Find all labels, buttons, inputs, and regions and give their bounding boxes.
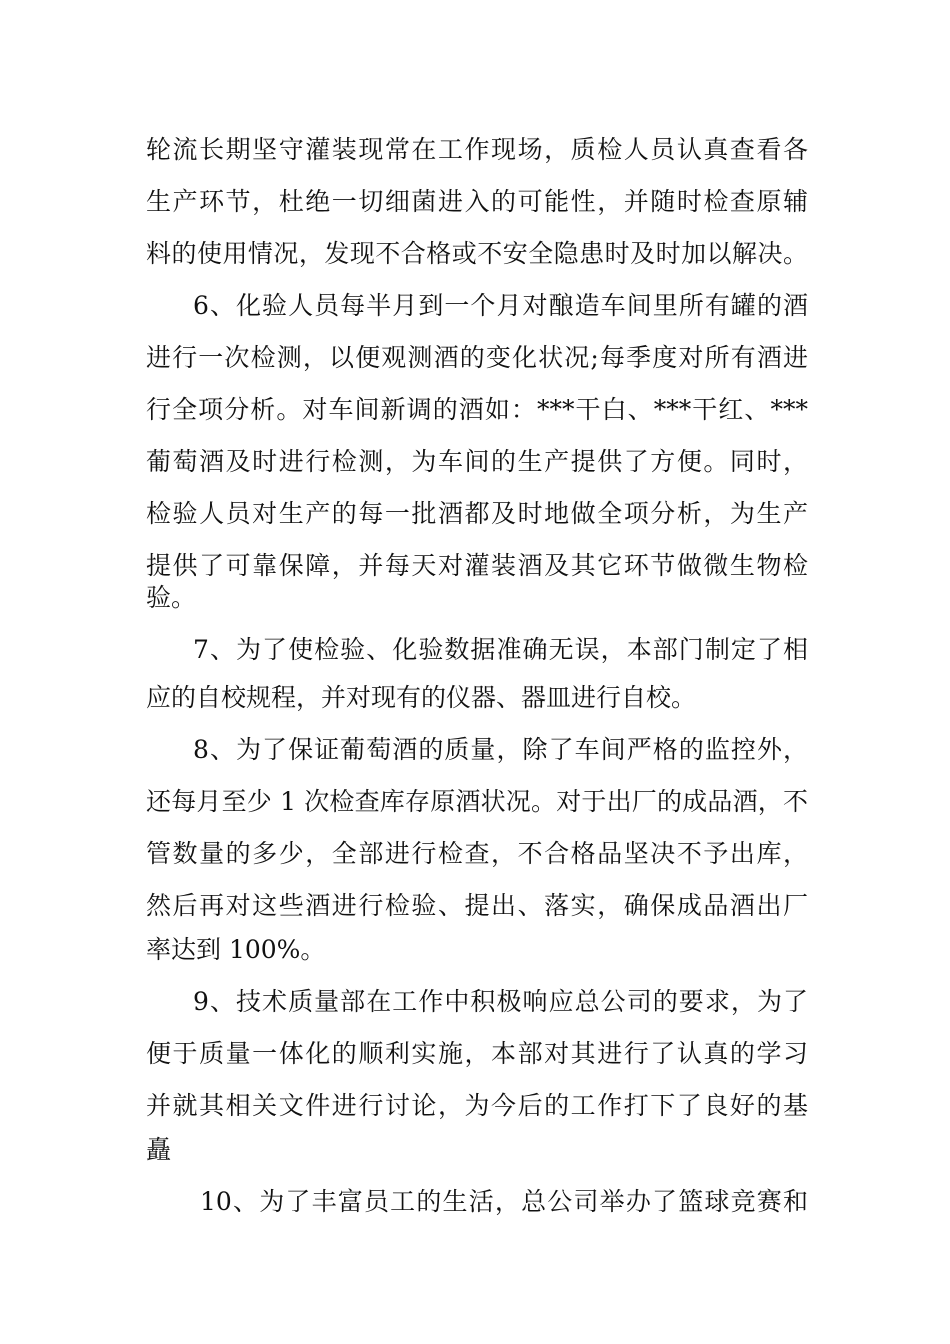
text-line: 然后再对这些酒进行检验、提出、落实，确保成品酒出厂 [146, 891, 808, 920]
text-line: 矗 [146, 1135, 172, 1164]
text-line: 还每月至少 1 次检查库存原酒状况。对于出厂的成品酒，不 [146, 787, 808, 816]
text-line: 验。 [146, 583, 197, 612]
paragraph-6-start: 6、化验人员每半月到一个月对酿造车间里所有罐的酒 [193, 291, 808, 320]
text-line: 进行一次检测，以便观测酒的变化状况;每季度对所有酒进 [146, 343, 808, 372]
text-line: 检验人员对生产的每一批酒都及时地做全项分析，为生产 [146, 499, 808, 528]
text-line: 率达到 100%。 [146, 935, 326, 964]
paragraph-7-start: 7、为了使检验、化验数据准确无误，本部门制定了相 [193, 635, 808, 664]
text-line: 轮流长期坚守灌装现常在工作现场，质检人员认真查看各 [146, 135, 808, 164]
text-line: 管数量的多少，全部进行检查，不合格品坚决不予出库， [146, 839, 808, 868]
paragraph-10-start: 10、为了丰富员工的生活，总公司举办了篮球竞赛和 [200, 1187, 808, 1216]
text-line: 料的使用情况，发现不合格或不安全隐患时及时加以解决。 [146, 239, 808, 268]
text-line: 便于质量一体化的顺利实施，本部对其进行了认真的学习 [146, 1039, 808, 1068]
paragraph-9-start: 9、技术质量部在工作中积极响应总公司的要求，为了 [193, 987, 808, 1016]
text-line: 生产环节，杜绝一切细菌进入的可能性，并随时检查原辅 [146, 187, 808, 216]
text-line: 行全项分析。对车间新调的酒如：***干白、***干红、*** [146, 395, 808, 424]
text-line: 提供了可靠保障，并每天对灌装酒及其它环节做微生物检 [146, 551, 808, 580]
text-line: 应的自校规程，并对现有的仪器、器皿进行自校。 [146, 683, 697, 712]
paragraph-8-start: 8、为了保证葡萄酒的质量，除了车间严格的监控外， [193, 735, 808, 764]
text-line: 葡萄酒及时进行检测，为车间的生产提供了方便。同时， [146, 447, 808, 476]
text-line: 并就其相关文件进行讨论，为今后的工作打下了良好的基 [146, 1091, 808, 1120]
